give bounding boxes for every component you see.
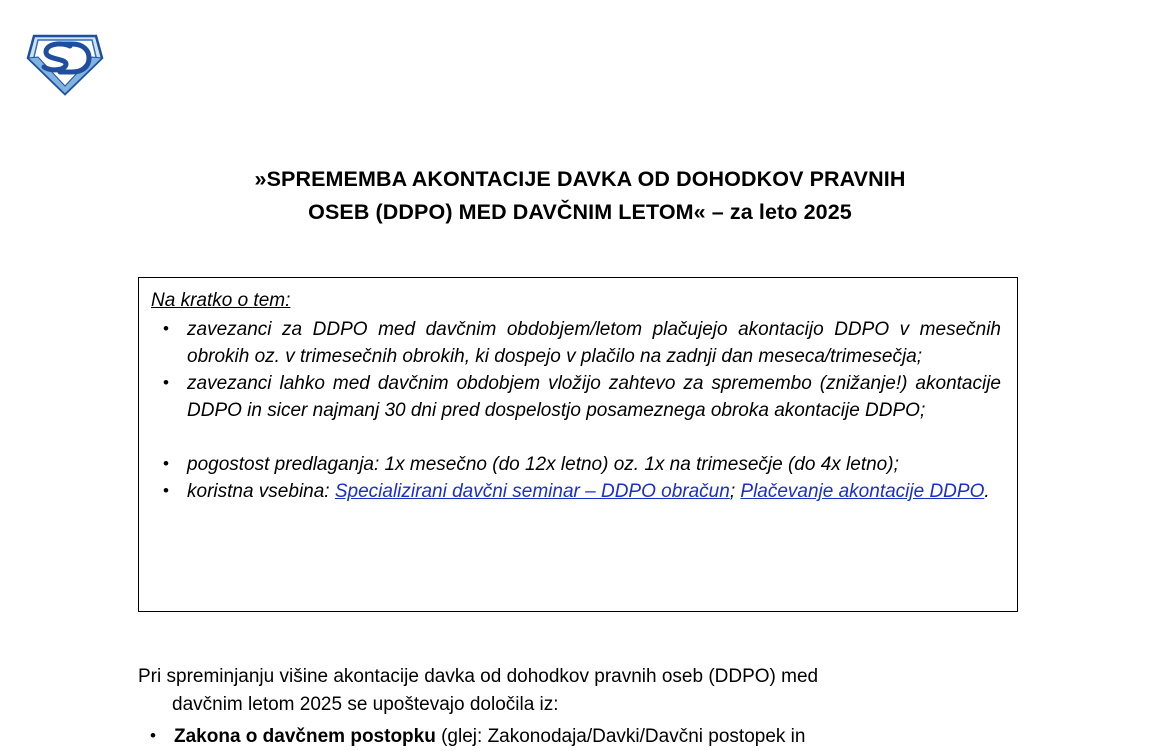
summary-bullet-list bbox=[151, 316, 1001, 505]
paragraph-line2: davčnim letom 2025 se upoštevajo določila iz: bbox=[172, 694, 559, 715]
bullet-text: zavezanci za DDPO med davčnim obdobjem/letom plačujejo akontacijo DDPO v mesečnih obrokih oz. v trimesečnih obrokih, ki dospejo v plačilo na zadnji dan meseca/trimesečja; bbox=[187, 319, 1001, 367]
list-item bbox=[151, 316, 1001, 370]
list-item bbox=[151, 478, 1001, 505]
link-seminar-ddpo-obracun[interactable]: Specializirani davčni seminar – DDPO obračun bbox=[334, 481, 730, 502]
bullet-text-prefix: koristna vsebina: bbox=[187, 481, 335, 502]
paragraph-line1: Pri spreminjanju višine akontacije davka od dohodkov pravnih oseb (DDPO) med bbox=[138, 666, 819, 687]
page-title-line2: OSEB (DDPO) MED DAVČNIM LETOM« – za leto 2025 bbox=[308, 200, 852, 224]
paragraph bbox=[138, 663, 1022, 719]
bullet-text: (glej: Zakonodaja/Davki/Davčni postopek in bbox=[435, 726, 806, 747]
body-bullet-list bbox=[138, 723, 1022, 751]
bullet-text: pogostost predlaganja: 1x mesečno (do 12x letno) oz. 1x na trimesečje (do 4x letno); bbox=[187, 454, 899, 475]
bullet-text-suffix: . bbox=[984, 481, 990, 502]
list-item bbox=[138, 723, 1022, 751]
list-item bbox=[151, 370, 1001, 424]
summary-box-heading: Na kratko o tem: bbox=[151, 290, 291, 311]
page-title bbox=[140, 163, 1020, 229]
bullet-text-separator: ; bbox=[729, 481, 741, 502]
page-title-line1: »SPREMEMBA AKONTACIJE DAVKA OD DOHODKOV PRAVNIH bbox=[254, 167, 906, 191]
link-placevanje-akontacije-ddpo[interactable]: Plačevanje akontacije DDPO bbox=[740, 481, 985, 502]
list-item bbox=[151, 451, 1001, 478]
sd-logo-shape bbox=[28, 36, 102, 94]
logo bbox=[24, 28, 106, 100]
bullet-text: zavezanci lahko med davčnim obdobjem vložijo zahtevo za spremembo (znižanje!) akontacije DDPO in sicer najmanj 30 dni pred dospelostjo posameznega obroka akontacije DDPO; bbox=[187, 373, 1001, 421]
summary-box bbox=[138, 277, 1018, 612]
bullet-bold-text: Zakona o davčnem postopku bbox=[174, 726, 436, 747]
body-text bbox=[138, 663, 1022, 751]
